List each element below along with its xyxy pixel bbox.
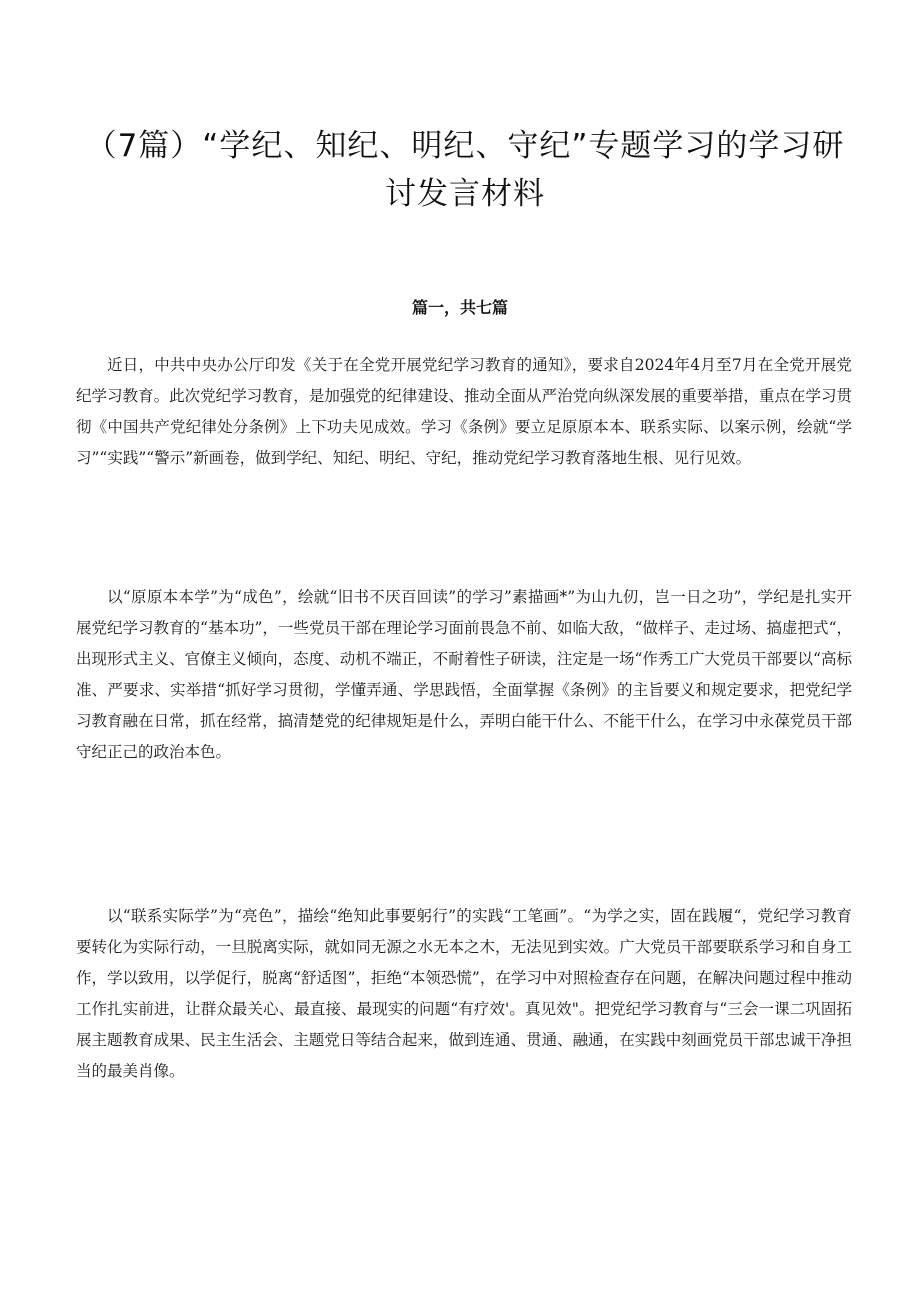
paragraph-2: 以“原原本本学”为“成色”，绘就“旧书不厌百回读”的学习”素描画*”为山九仞，岂一日之功”，学纪是扎实开展党纪学习教育的“基本功”，一些党员干部在理论学习面前畏急不前、如临大敌，“做样子、走过场、搞虚把式“，出现形式主义、官僚主义倾向，态度、动机不端正，不耐着性子研读，注定是一场“作秀工广大党员干部要以“高标准、严要求、实举措“抓好学习贯彻，学懂弄通、学思践悟，全面掌握《条例》的主旨要义和规定要求，把党纪学习教育融在日常，抓在经常，搞清楚党的纪律规矩是什么，弄明白能干什么、不能干什么，在学习中永葆党员干部守纪正己的政治本色。 bbox=[76, 588, 852, 761]
section-heading: 篇一，共七篇 bbox=[411, 298, 508, 317]
paragraph-1: 近日，中共中央办公厅印发《关于在全党开展党纪学习教育的通知》，要求自2024年4月至7月在全党开展党纪学习教育。此次党纪学习教育，是加强党的纪律建设、推动全面从严治党向纵深发展的重要举措，重点在学习贯彻《中国共产党纪律处分条例》上下功夫见成效。学习《条例》要立足原原本本、联系实际、以案示例，绘就“学习”“实践”“警示”新画卷，做到学纪、知纪、明纪、守纪，推动党纪学习教育落地生根、见行见效。 bbox=[76, 356, 852, 467]
paragraph-3: 以“联系实际学”为“亮色”，描绘“绝知此事要躬行”的实践“工笔画”。“为学之实，固在践履“，党纪学习教育要转化为实际行动，一旦脱离实际，就如同无源之水无本之木，无法见到实效。广大党员干部要联系学习和自身工作，学以致用，以学促行，脱离“舒适图”，拒绝“本领恐慌”，在学习中对照检查存在问题，在解决问题过程中推动工作扎实前进，让群众最关心、最直接、最现实的问题“有疗效'。真见效"。把党纪学习教育与“三会一课二巩固拓展主题教育成果、民主生活会、主题党日等结合起来，做到连通、贯通、融通，在实践中刻画党员干部忠诚干净担当的最美肖像。 bbox=[76, 907, 852, 1080]
document-title: （7篇）“学纪、知纪、明纪、守纪”专题学习的学习研讨发言材料 bbox=[85, 128, 845, 212]
